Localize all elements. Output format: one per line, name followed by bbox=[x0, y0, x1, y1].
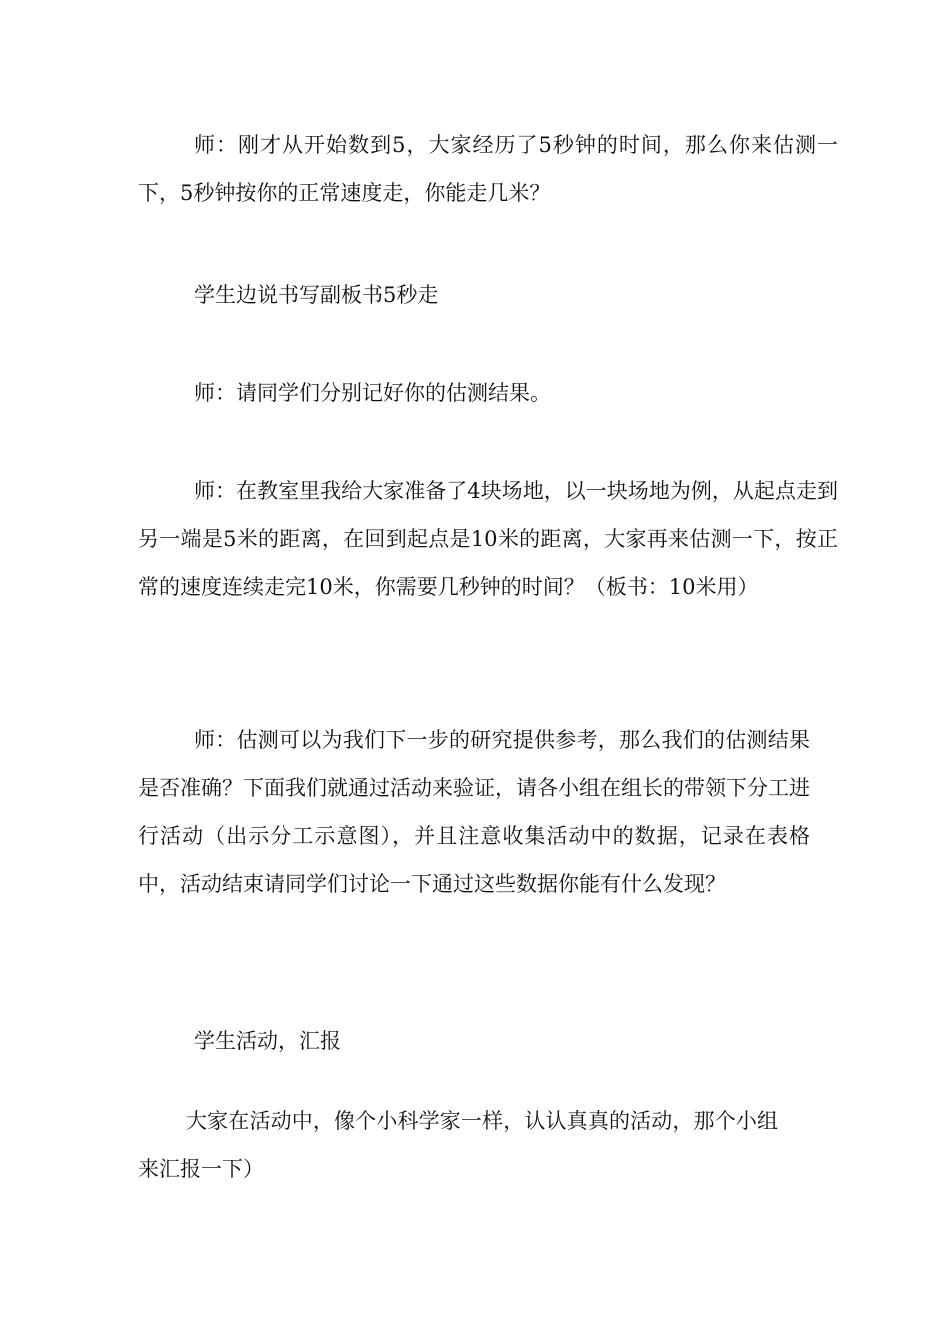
paragraph-student-board-note: 学生边说书写副板书5秒走 bbox=[194, 283, 439, 307]
paragraph-teacher-estimate-5-seconds: 师：刚才从开始数到5，大家经历了5秒钟的时间，那么你来估测一下，5秒钟按你的正常速度走，你能走几米？ bbox=[138, 133, 838, 205]
paragraph-student-activity-report: 学生活动，汇报 bbox=[194, 1029, 341, 1053]
paragraph-teacher-record-results: 师：请同学们分别记好你的估测结果。 bbox=[194, 381, 551, 405]
paragraph-group-report-invite: 大家在活动中，像个小科学家一样，认认真真的活动，那个小组来汇报一下） bbox=[138, 1109, 778, 1181]
paragraph-teacher-10-meters: 师：在教室里我给大家准备了4块场地，以一块场地为例，从起点走到另一端是5米的距离，在回到起点是10米的距离，大家再来估测一下，按正常的速度连续走完10米，你需要几秒钟的时间？（板书：10米用） bbox=[138, 479, 838, 599]
paragraph-teacher-activity-instructions: 师：估测可以为我们下一步的研究提供参考，那么我们的估测结果是否准确？下面我们就通过活动来验证，请各小组在组长的带领下分工进行活动（出示分工示意图），并且注意收集活动中的数据，记录在表格中，活动结束请同学们讨论一下通过这些数据你能有什么发现？ bbox=[138, 728, 810, 896]
